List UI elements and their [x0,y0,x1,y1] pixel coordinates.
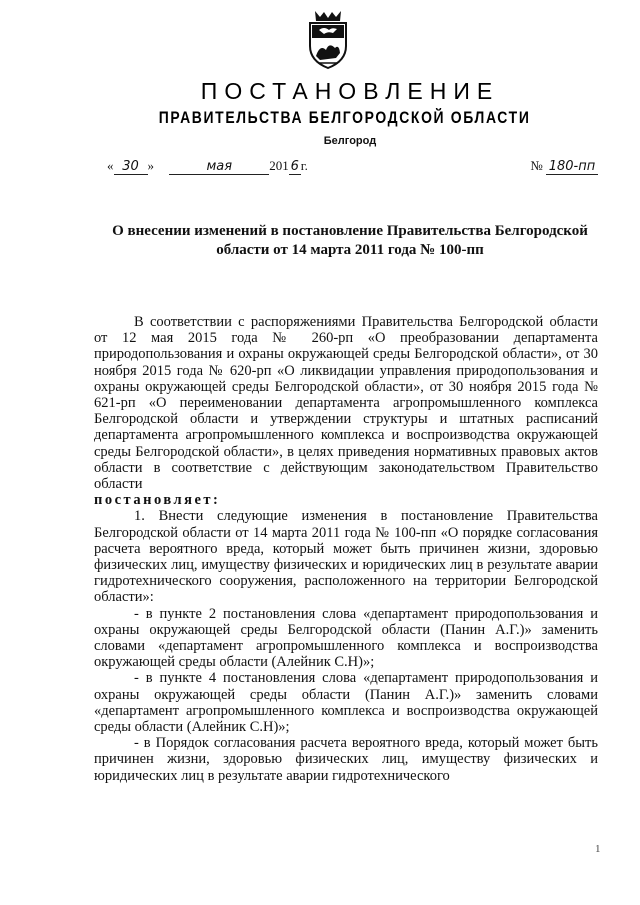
issuer-heading: ПРАВИТЕЛЬСТВА БЕЛГОРОДСКОЙ ОБЛАСТИ [158,108,531,127]
page-number: 1 [595,843,601,855]
subitem-1-paragraph: - в пункте 2 постановления слова «департамент природопользования и охраны окружающей среды Белгородской области (Панин А.Г.)» заменить словами «департамент агропромышленного комплекса и воспроизводства окружающей среды области (Алейник С.Н)»; [94,605,598,671]
document-number [530,158,598,175]
decree-word: постановляет: [94,492,221,509]
date-year-digit: 6 [290,159,299,174]
document-type-heading: ПОСТАНОВЛЕНИЕ [200,78,500,104]
intro-paragraph: В соответствии с распоряжениями Правительства Белгородской области от 12 мая 2015 года № 260-рп «О преобразовании департамента природопользования и охраны окружающей среды Белгородской области», от 30 ноября 2015 года № 620-рп «О ликвидации управления природопользования и охраны окружающей среды Белгородской области», от 30 ноября 2015 года № 621-рп «О переименовании департамента агропромышленного комплекса Белгородской области и утверждении структуры и штатных расписаний департамента агропромышленного комплекса и воспроизводства окружающей среды Белгородской области», в целях приведения нормативных правовых актов области в соответствие с действующим законодательством Правительство области [94,314,598,493]
subitem-2-paragraph: - в пункте 4 постановления слова «департамент природопользования и охраны окружающей среды области (Панин А.Г.)» заменить словами «департамент агропромышленного комплекса и воспроизводства окружающей среды области (Алейник С.Н)»; [94,670,598,736]
date-day: 30 [114,159,148,175]
coat-of-arms-icon [302,8,354,70]
document-title: О внесении изменений в постановление Правительства Белгородской области от 14 марта 2011 года № 100-пп [112,223,588,258]
number-value: 180-пп [546,159,598,175]
date-close-quote: » [147,158,154,173]
subitem-3-paragraph: - в Порядок согласования расчета вероятного вреда, который может быть причинен жизни, здоровью физических лиц, имуществу физических и юридических лиц в результате аварии гидротехнического [94,735,598,784]
date-month: мая [169,159,269,175]
document-body [94,314,598,784]
number-label: № [530,158,543,173]
date-open-quote: « [107,158,114,173]
date-year-suffix: г. [300,158,308,173]
item-1-paragraph: 1. Внести следующие изменения в постановление Правительства Белгородской области от 14 марта 2011 года № 100-пп «О порядке согласования расчета вероятного вреда, который может быть причинен жизни, здоровью физических лиц, имуществу физических и юридических лиц в результате аварии гидротехнического сооружения, расположенного на территории Белгородской области»: [94,508,598,606]
date-year-prefix: 201 [269,158,289,173]
city-label: Белгород [323,135,377,147]
document-date [107,158,308,175]
